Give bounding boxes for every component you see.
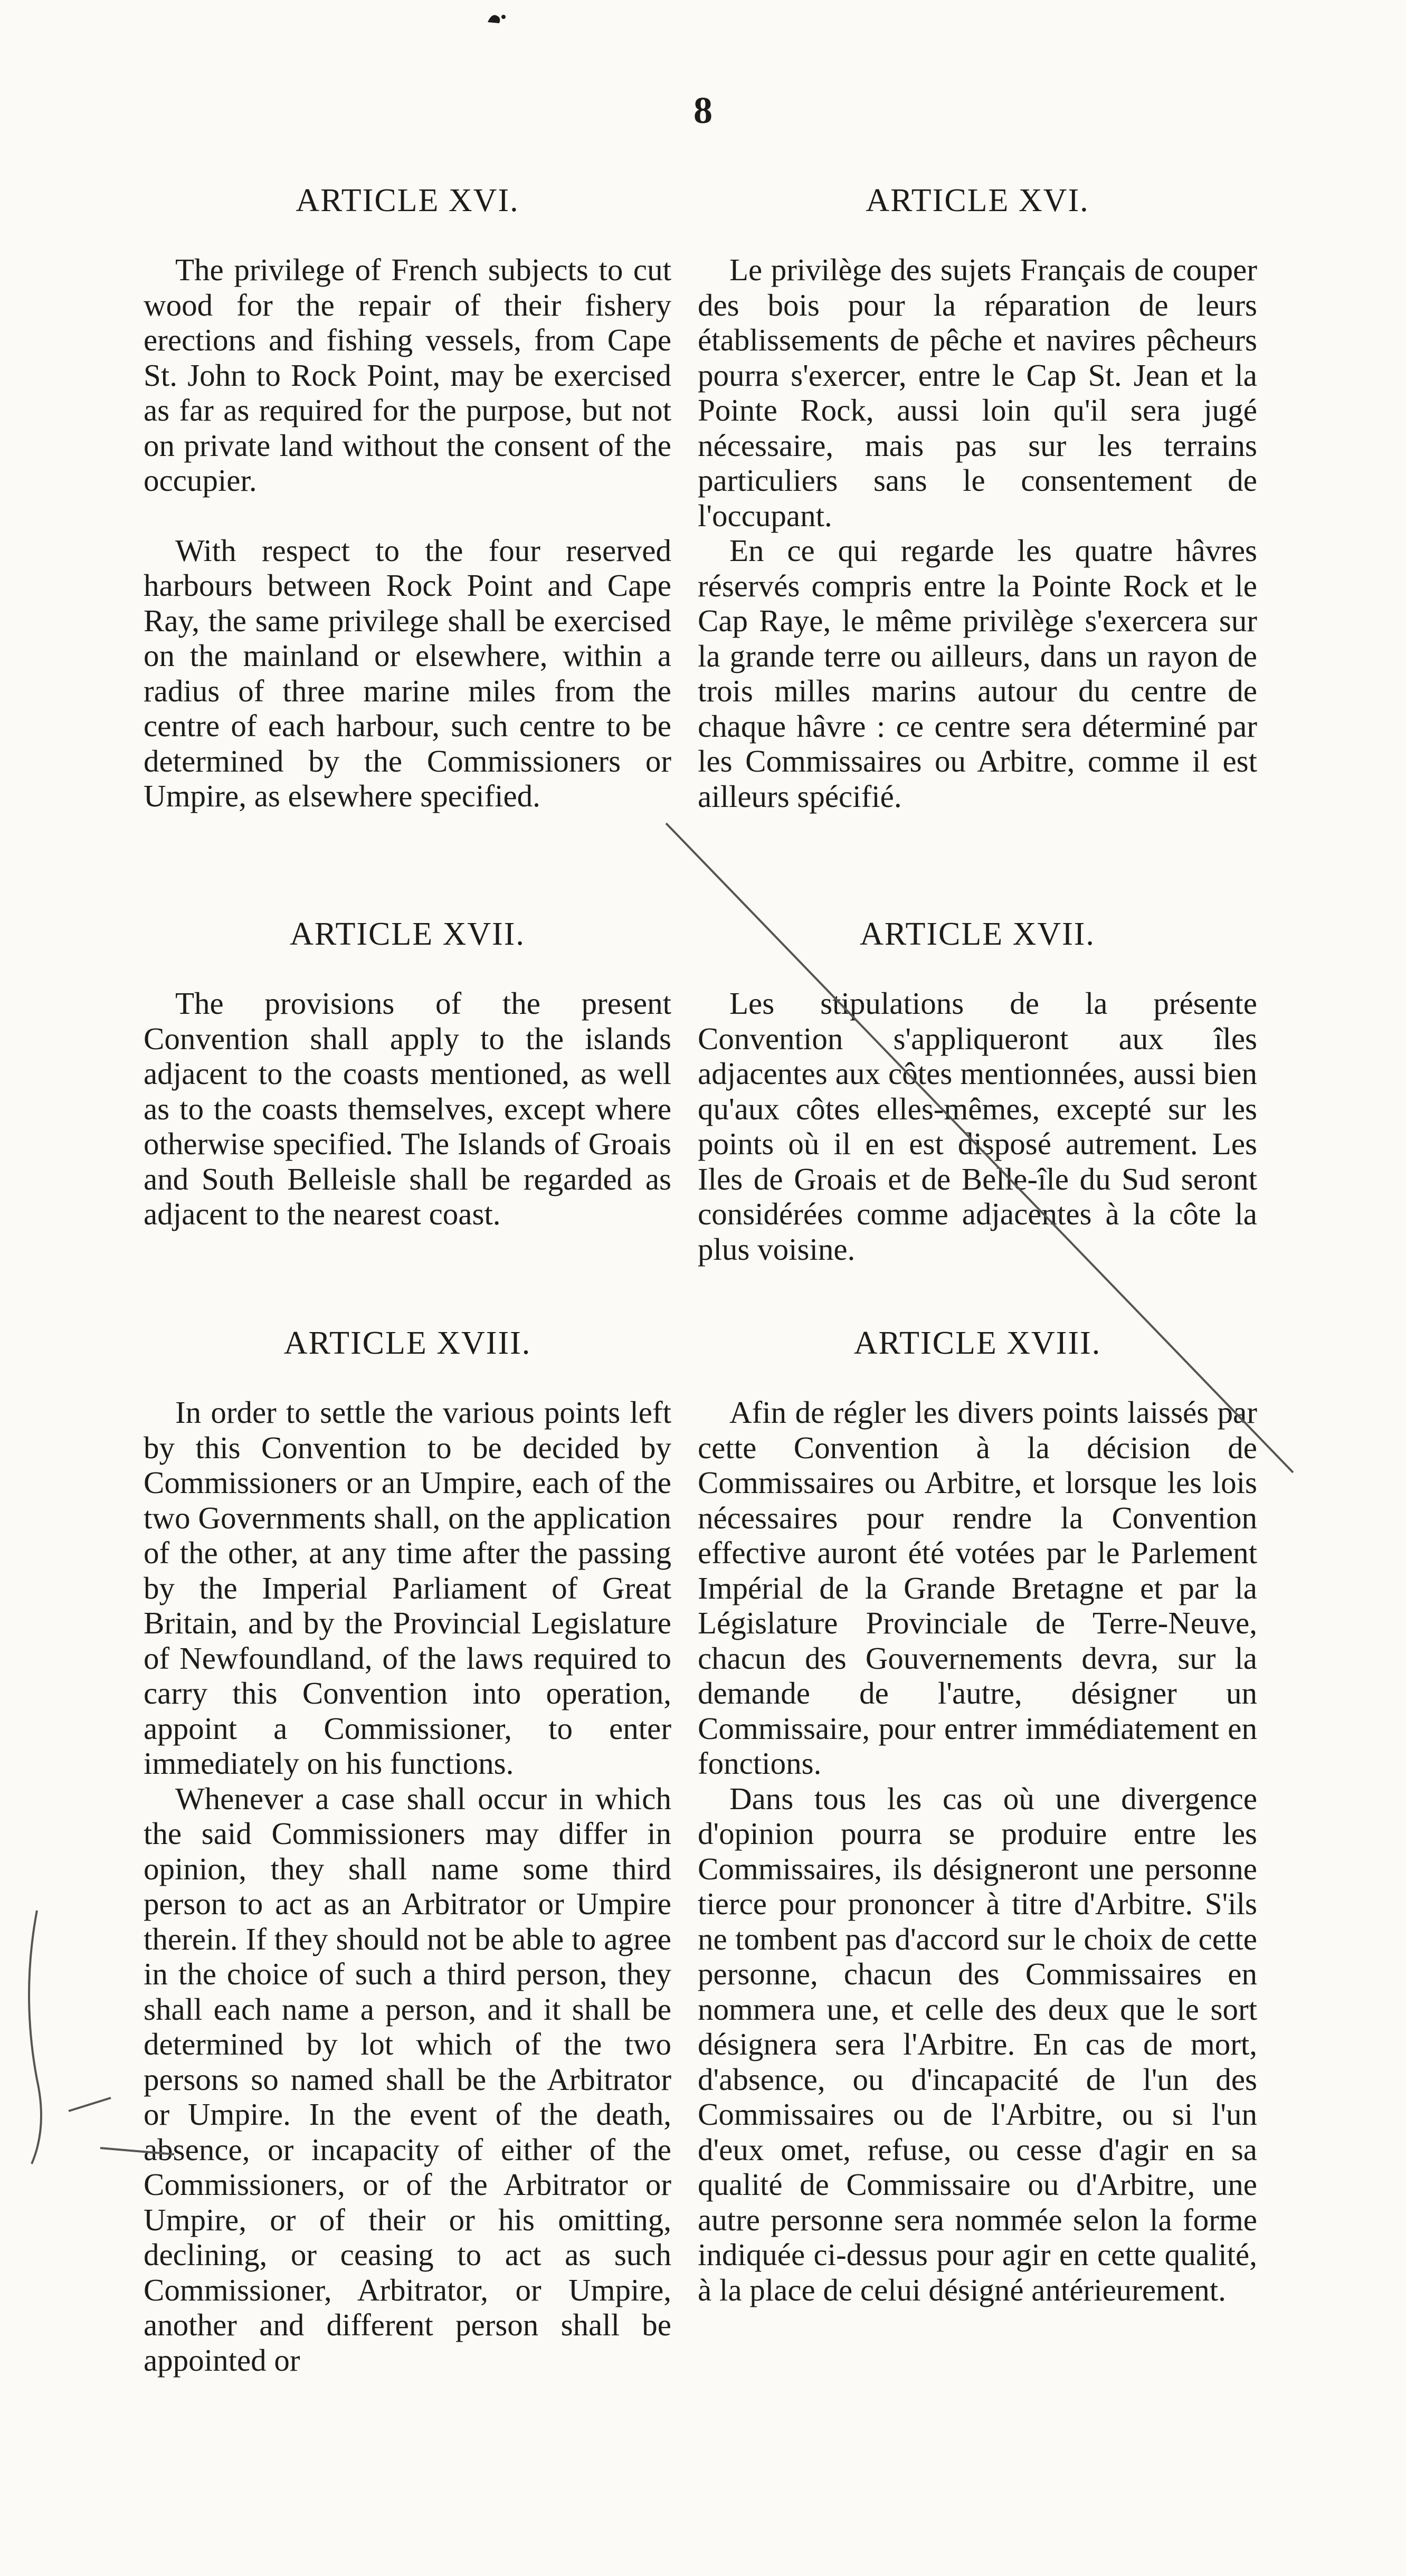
page-number: 8	[694, 89, 712, 131]
paragraph: Les stipulations de la présente Convention s'appliqueront aux îles adjacentes aux côtes mentionnées, aussi bien qu'aux côtes elles-mêmes, excepté sur les points où il en est disposé autrement. Les Iles de Groais et de Belle-île du Sud seront considérées comme adjacentes à la côte la plus voisine.	[698, 986, 1257, 1267]
ink-blot-mark	[486, 11, 507, 26]
paragraph: Whenever a case shall occur in which the said Commissioners may differ in opinion, they shall name some third person to act as an Arbitrator or Umpire therein. If they should not be able to agree in the choice of such a third person, they shall each name a person, and it shall be determined by lot which of the two persons so named shall be the Arbitrator or Umpire. In the event of the death, absence, or incapacity of either of the Commissioners, or of the Arbitrator or Umpire, or of their or his omitting, declining, or ceasing to act as such Commissioner, Arbitrator, or Umpire, another and different person shall be appointed or	[144, 1781, 671, 2378]
article-heading: ARTICLE XVIII.	[283, 1325, 531, 1361]
english-article-xvi	[144, 179, 671, 814]
paragraph: Le privilège des sujets Français de couper des bois pour la réparation de leurs établissements de pêche et navires pêcheurs pourra s'exercer, entre le Cap St. Jean et la Pointe Rock, aussi loin qu'il sera jugé nécessaire, mais pas sur les terrains particuliers sans le consentement de l'occupant.	[698, 252, 1257, 533]
paragraph: The provisions of the present Convention shall apply to the islands adjacent to the coasts mentioned, as well as to the coasts themselves, except where otherwise specified. The Islands of Groais and South Belleisle shall be regarded as adjacent to the nearest coast.	[144, 986, 671, 1231]
french-article-xvii	[698, 913, 1257, 1267]
paragraph: Dans tous les cas où une divergence d'opinion pourra se produire entre les Commissaires, ils désigneront une personne tierce pour prononcer à titre d'Arbitre. S'ils ne tombent pas d'accord sur le choix de cette personne, chacun des Commissaires en nommera une, et celle des deux que le sort désignera sera l'Arbitre. En cas de mort, d'absence, ou d'incapacité de l'un des Commissaires ou de l'Arbitre, ou si l'un d'eux omet, refuse, ou cesse d'agir en sa qualité de Commissaire ou d'Arbitre, une autre personne sera nommée selon la forme indiquée ci-dessus pour agir en cette qualité, à la place de celui désigné antérieurement.	[698, 1781, 1257, 2307]
english-article-xvii	[144, 913, 671, 1232]
pencil-margin-tick	[69, 2098, 111, 2111]
article-heading: ARTICLE XVI.	[866, 183, 1089, 218]
french-article-xvi	[698, 179, 1257, 814]
article-heading: ARTICLE XVII.	[860, 916, 1095, 952]
pencil-side-bracket	[29, 1910, 41, 2164]
french-article-xviii	[698, 1322, 1257, 2307]
paragraph: In order to settle the various points left by this Convention to be decided by Commissioners or an Umpire, each of the two Governments shall, on the application of the other, at any time after the passing by the Imperial Parliament of Great Britain, and by the Provincial Legislature of Newfoundland, of the laws required to carry this Convention into operation, appoint a Commissioner, to enter immediately on his functions.	[144, 1395, 671, 1781]
paragraph: The privilege of French subjects to cut wood for the repair of their fishery erections and fishing vessels, from Cape St. John to Rock Point, may be exercised as far as required for the purpose, but not on private land without the consent of the occupier.	[144, 252, 671, 498]
paragraph: En ce qui regarde les quatre hâvres réservés compris entre la Pointe Rock et le Cap Raye, le même privilège s'exercera sur la grande terre ou ailleurs, dans un rayon de trois milles marins autour du centre de chaque hâvre : ce centre sera déterminé par les Commissaires ou Arbitre, comme il est ailleurs spécifié.	[698, 533, 1257, 814]
paragraph: Afin de régler les divers points laissés par cette Convention à la décision de Commissaires ou Arbitre, et lorsque les lois nécessaires pour rendre la Convention effective auront été votées par le Parlement Impérial de la Grande Bretagne et par la Législature Provinciale de Terre-Neuve, chacun des Gouvernements devra, sur la demande de l'autre, désigner un Commissaire, pour entrer immédiatement en fonctions.	[698, 1395, 1257, 1781]
article-heading: ARTICLE XVIII.	[853, 1325, 1101, 1361]
article-heading: ARTICLE XVI.	[296, 183, 519, 218]
english-article-xviii	[144, 1322, 671, 2378]
paragraph: With respect to the four reserved harbours between Rock Point and Cape Ray, the same privilege shall be exercised on the mainland or elsewhere, within a radius of three marine miles from the centre of each harbour, such centre to be determined by the Commissioners or Umpire, as elsewhere specified.	[144, 533, 671, 813]
article-heading: ARTICLE XVII.	[290, 916, 525, 952]
